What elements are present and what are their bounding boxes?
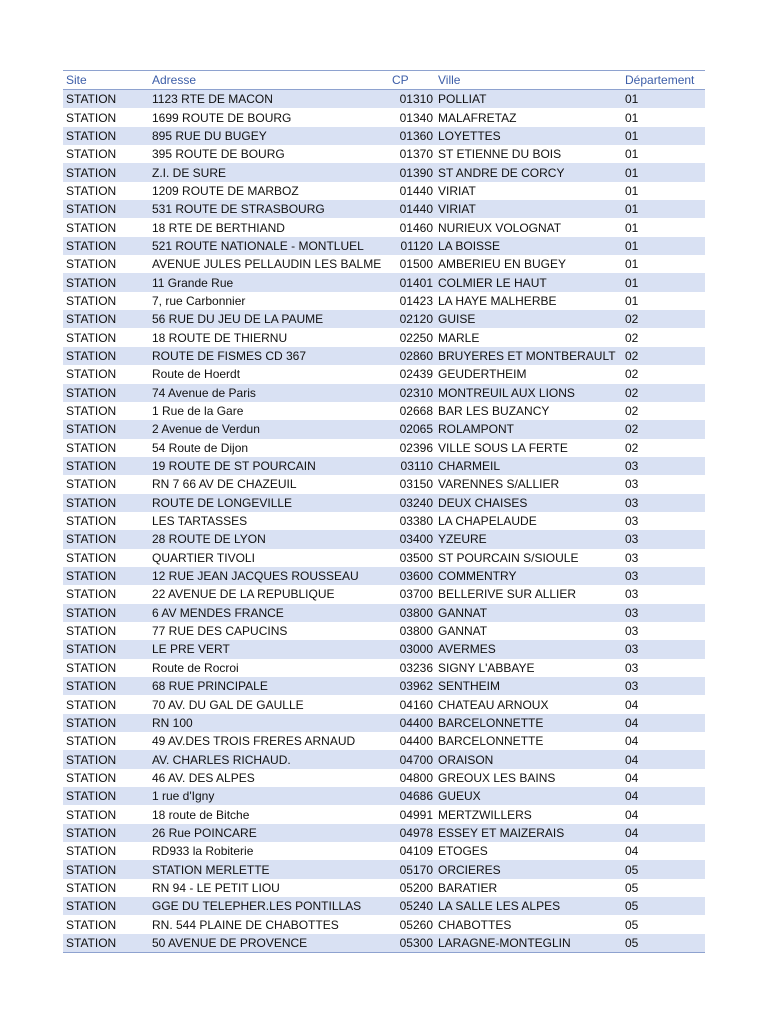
cell-ville: GREOUX LES BAINS bbox=[436, 769, 620, 787]
cell-adresse: 2 Avenue de Verdun bbox=[152, 420, 392, 438]
cell-departement: 04 bbox=[620, 805, 705, 823]
cell-site: STATION bbox=[63, 622, 152, 640]
table-row bbox=[63, 439, 705, 457]
cell-ville: GEUDERTHEIM bbox=[436, 365, 620, 383]
cell-cp: 01401 bbox=[392, 273, 436, 291]
cell-departement: 01 bbox=[620, 127, 705, 145]
table-row bbox=[63, 457, 705, 475]
cell-ville: CHARMEIL bbox=[436, 457, 620, 475]
cell-departement: 03 bbox=[620, 475, 705, 493]
table-row bbox=[63, 787, 705, 805]
cell-site: STATION bbox=[63, 127, 152, 145]
cell-ville: SIGNY L'ABBAYE bbox=[436, 659, 620, 677]
table-row bbox=[63, 915, 705, 933]
cell-cp: 02250 bbox=[392, 328, 436, 346]
cell-site: STATION bbox=[63, 439, 152, 457]
cell-cp: 03962 bbox=[392, 677, 436, 695]
cell-cp: 02120 bbox=[392, 310, 436, 328]
cell-site: STATION bbox=[63, 915, 152, 933]
cell-ville: COLMIER LE HAUT bbox=[436, 273, 620, 291]
cell-ville: VIRIAT bbox=[436, 200, 620, 218]
cell-adresse: 54 Route de Dijon bbox=[152, 439, 392, 457]
cell-ville: VILLE SOUS LA FERTE bbox=[436, 439, 620, 457]
cell-ville: LARAGNE-MONTEGLIN bbox=[436, 934, 620, 953]
cell-adresse: Route de Hoerdt bbox=[152, 365, 392, 383]
cell-cp: 05200 bbox=[392, 879, 436, 897]
header-adresse: Adresse bbox=[152, 71, 392, 90]
cell-adresse: AV. CHARLES RICHAUD. bbox=[152, 750, 392, 768]
table-row bbox=[63, 714, 705, 732]
cell-cp: 03800 bbox=[392, 622, 436, 640]
cell-cp: 01440 bbox=[392, 200, 436, 218]
cell-adresse: RN 7 66 AV DE CHAZEUIL bbox=[152, 475, 392, 493]
table-row bbox=[63, 842, 705, 860]
cell-site: STATION bbox=[63, 842, 152, 860]
cell-ville: GUISE bbox=[436, 310, 620, 328]
cell-departement: 04 bbox=[620, 750, 705, 768]
cell-site: STATION bbox=[63, 182, 152, 200]
cell-cp: 04686 bbox=[392, 787, 436, 805]
cell-departement: 04 bbox=[620, 695, 705, 713]
cell-site: STATION bbox=[63, 145, 152, 163]
cell-ville: DEUX CHAISES bbox=[436, 494, 620, 512]
cell-site: STATION bbox=[63, 805, 152, 823]
cell-adresse: STATION MERLETTE bbox=[152, 860, 392, 878]
table-row bbox=[63, 604, 705, 622]
cell-adresse: ROUTE DE FISMES CD 367 bbox=[152, 347, 392, 365]
cell-ville: ST POURCAIN S/SIOULE bbox=[436, 549, 620, 567]
cell-departement: 01 bbox=[620, 237, 705, 255]
cell-cp: 01310 bbox=[392, 90, 436, 109]
cell-adresse: 26 Rue POINCARE bbox=[152, 824, 392, 842]
cell-adresse: 56 RUE DU JEU DE LA PAUME bbox=[152, 310, 392, 328]
cell-ville: ROLAMPONT bbox=[436, 420, 620, 438]
cell-cp: 02439 bbox=[392, 365, 436, 383]
cell-site: STATION bbox=[63, 365, 152, 383]
cell-cp: 03236 bbox=[392, 659, 436, 677]
cell-departement: 03 bbox=[620, 494, 705, 512]
cell-ville: MARLE bbox=[436, 328, 620, 346]
cell-cp: 04109 bbox=[392, 842, 436, 860]
cell-site: STATION bbox=[63, 604, 152, 622]
cell-cp: 01460 bbox=[392, 218, 436, 236]
cell-departement: 03 bbox=[620, 549, 705, 567]
cell-departement: 02 bbox=[620, 420, 705, 438]
cell-cp: 03000 bbox=[392, 640, 436, 658]
cell-site: STATION bbox=[63, 237, 152, 255]
cell-ville: ORCIERES bbox=[436, 860, 620, 878]
cell-adresse: 77 RUE DES CAPUCINS bbox=[152, 622, 392, 640]
cell-cp: 03700 bbox=[392, 585, 436, 603]
cell-departement: 03 bbox=[620, 622, 705, 640]
table-row bbox=[63, 897, 705, 915]
cell-site: STATION bbox=[63, 292, 152, 310]
cell-cp: 04978 bbox=[392, 824, 436, 842]
cell-adresse: ROUTE DE LONGEVILLE bbox=[152, 494, 392, 512]
cell-ville: ORAISON bbox=[436, 750, 620, 768]
cell-cp: 04160 bbox=[392, 695, 436, 713]
cell-site: STATION bbox=[63, 494, 152, 512]
cell-cp: 03600 bbox=[392, 567, 436, 585]
cell-departement: 03 bbox=[620, 512, 705, 530]
table-row bbox=[63, 127, 705, 145]
table-row bbox=[63, 494, 705, 512]
cell-adresse: LES TARTASSES bbox=[152, 512, 392, 530]
table-row bbox=[63, 218, 705, 236]
cell-cp: 03110 bbox=[392, 457, 436, 475]
cell-site: STATION bbox=[63, 457, 152, 475]
cell-cp: 02396 bbox=[392, 439, 436, 457]
table-row bbox=[63, 805, 705, 823]
cell-departement: 03 bbox=[620, 659, 705, 677]
cell-adresse: 22 AVENUE DE LA REPUBLIQUE bbox=[152, 585, 392, 603]
cell-departement: 04 bbox=[620, 714, 705, 732]
cell-departement: 04 bbox=[620, 787, 705, 805]
cell-adresse: 19 ROUTE DE ST POURCAIN bbox=[152, 457, 392, 475]
header-cp: CP bbox=[392, 71, 436, 90]
cell-departement: 04 bbox=[620, 842, 705, 860]
cell-adresse: 18 route de Bitche bbox=[152, 805, 392, 823]
cell-departement: 03 bbox=[620, 640, 705, 658]
cell-ville: ST ANDRE DE CORCY bbox=[436, 163, 620, 181]
cell-site: STATION bbox=[63, 328, 152, 346]
table-row bbox=[63, 273, 705, 291]
spreadsheet-table-region bbox=[63, 70, 704, 953]
cell-ville: BARCELONNETTE bbox=[436, 732, 620, 750]
cell-site: STATION bbox=[63, 824, 152, 842]
table-row bbox=[63, 824, 705, 842]
table-row bbox=[63, 310, 705, 328]
cell-departement: 01 bbox=[620, 145, 705, 163]
table-row bbox=[63, 402, 705, 420]
cell-departement: 03 bbox=[620, 585, 705, 603]
cell-site: STATION bbox=[63, 879, 152, 897]
cell-departement: 01 bbox=[620, 108, 705, 126]
cell-departement: 01 bbox=[620, 255, 705, 273]
cell-adresse: 12 RUE JEAN JACQUES ROUSSEAU bbox=[152, 567, 392, 585]
table-row bbox=[63, 677, 705, 695]
cell-adresse: 521 ROUTE NATIONALE - MONTLUEL bbox=[152, 237, 392, 255]
cell-adresse: 6 AV MENDES FRANCE bbox=[152, 604, 392, 622]
table-row bbox=[63, 750, 705, 768]
cell-ville: SENTHEIM bbox=[436, 677, 620, 695]
cell-adresse: 74 Avenue de Paris bbox=[152, 384, 392, 402]
table-row bbox=[63, 475, 705, 493]
cell-ville: AMBERIEU EN BUGEY bbox=[436, 255, 620, 273]
cell-cp: 02065 bbox=[392, 420, 436, 438]
table-row bbox=[63, 163, 705, 181]
table-row bbox=[63, 512, 705, 530]
cell-ville: AVERMES bbox=[436, 640, 620, 658]
table-row bbox=[63, 732, 705, 750]
cell-departement: 01 bbox=[620, 200, 705, 218]
cell-adresse: RN 94 - LE PETIT LIOU bbox=[152, 879, 392, 897]
cell-ville: GANNAT bbox=[436, 604, 620, 622]
cell-adresse: 1 Rue de la Gare bbox=[152, 402, 392, 420]
cell-adresse: LE PRE VERT bbox=[152, 640, 392, 658]
table-row bbox=[63, 585, 705, 603]
cell-adresse: RN 100 bbox=[152, 714, 392, 732]
cell-site: STATION bbox=[63, 475, 152, 493]
cell-ville: LA HAYE MALHERBE bbox=[436, 292, 620, 310]
cell-site: STATION bbox=[63, 218, 152, 236]
cell-adresse: 18 RTE DE BERTHIAND bbox=[152, 218, 392, 236]
cell-cp: 04400 bbox=[392, 714, 436, 732]
cell-site: STATION bbox=[63, 108, 152, 126]
cell-departement: 01 bbox=[620, 292, 705, 310]
cell-departement: 01 bbox=[620, 90, 705, 109]
table-body bbox=[63, 90, 705, 953]
cell-adresse: 395 ROUTE DE BOURG bbox=[152, 145, 392, 163]
cell-site: STATION bbox=[63, 420, 152, 438]
cell-site: STATION bbox=[63, 384, 152, 402]
table-row bbox=[63, 200, 705, 218]
table-row bbox=[63, 237, 705, 255]
cell-departement: 02 bbox=[620, 402, 705, 420]
cell-cp: 01370 bbox=[392, 145, 436, 163]
cell-adresse: 18 ROUTE DE THIERNU bbox=[152, 328, 392, 346]
cell-departement: 01 bbox=[620, 218, 705, 236]
cell-ville: ST ETIENNE DU BOIS bbox=[436, 145, 620, 163]
cell-cp: 01360 bbox=[392, 127, 436, 145]
cell-departement: 04 bbox=[620, 769, 705, 787]
cell-ville: MALAFRETAZ bbox=[436, 108, 620, 126]
table-row bbox=[63, 420, 705, 438]
cell-adresse: 895 RUE DU BUGEY bbox=[152, 127, 392, 145]
cell-departement: 05 bbox=[620, 915, 705, 933]
cell-cp: 01440 bbox=[392, 182, 436, 200]
cell-cp: 04700 bbox=[392, 750, 436, 768]
cell-cp: 01423 bbox=[392, 292, 436, 310]
cell-ville: BARATIER bbox=[436, 879, 620, 897]
cell-site: STATION bbox=[63, 860, 152, 878]
cell-ville: CHATEAU ARNOUX bbox=[436, 695, 620, 713]
cell-departement: 04 bbox=[620, 732, 705, 750]
table-row bbox=[63, 934, 705, 953]
cell-ville: MONTREUIL AUX LIONS bbox=[436, 384, 620, 402]
table-row bbox=[63, 255, 705, 273]
cell-site: STATION bbox=[63, 163, 152, 181]
cell-site: STATION bbox=[63, 714, 152, 732]
table-row bbox=[63, 769, 705, 787]
cell-ville: BAR LES BUZANCY bbox=[436, 402, 620, 420]
cell-ville: ESSEY ET MAIZERAIS bbox=[436, 824, 620, 842]
cell-adresse: 11 Grande Rue bbox=[152, 273, 392, 291]
table-row bbox=[63, 328, 705, 346]
cell-adresse: 50 AVENUE DE PROVENCE bbox=[152, 934, 392, 953]
cell-departement: 05 bbox=[620, 879, 705, 897]
cell-cp: 04800 bbox=[392, 769, 436, 787]
cell-adresse: 28 ROUTE DE LYON bbox=[152, 530, 392, 548]
cell-cp: 01120 bbox=[392, 237, 436, 255]
cell-departement: 01 bbox=[620, 273, 705, 291]
cell-adresse: 1699 ROUTE DE BOURG bbox=[152, 108, 392, 126]
cell-adresse: GGE DU TELEPHER.LES PONTILLAS bbox=[152, 897, 392, 915]
cell-cp: 02310 bbox=[392, 384, 436, 402]
cell-departement: 02 bbox=[620, 384, 705, 402]
cell-adresse: QUARTIER TIVOLI bbox=[152, 549, 392, 567]
cell-cp: 01500 bbox=[392, 255, 436, 273]
header-ville: Ville bbox=[436, 71, 620, 90]
cell-ville: VIRIAT bbox=[436, 182, 620, 200]
cell-cp: 01390 bbox=[392, 163, 436, 181]
cell-ville: COMMENTRY bbox=[436, 567, 620, 585]
cell-departement: 03 bbox=[620, 457, 705, 475]
cell-cp: 05240 bbox=[392, 897, 436, 915]
cell-departement: 03 bbox=[620, 604, 705, 622]
table-row bbox=[63, 90, 705, 109]
cell-adresse: 68 RUE PRINCIPALE bbox=[152, 677, 392, 695]
cell-cp: 05300 bbox=[392, 934, 436, 953]
cell-cp: 03800 bbox=[392, 604, 436, 622]
cell-ville: BRUYERES ET MONTBERAULT bbox=[436, 347, 620, 365]
table-row bbox=[63, 659, 705, 677]
cell-site: STATION bbox=[63, 934, 152, 953]
cell-site: STATION bbox=[63, 530, 152, 548]
cell-departement: 02 bbox=[620, 310, 705, 328]
cell-site: STATION bbox=[63, 310, 152, 328]
table-row bbox=[63, 384, 705, 402]
cell-cp: 03400 bbox=[392, 530, 436, 548]
cell-site: STATION bbox=[63, 255, 152, 273]
cell-adresse: 531 ROUTE DE STRASBOURG bbox=[152, 200, 392, 218]
table-row bbox=[63, 365, 705, 383]
cell-ville: POLLIAT bbox=[436, 90, 620, 109]
cell-adresse: AVENUE JULES PELLAUDIN LES BALME bbox=[152, 255, 392, 273]
cell-departement: 05 bbox=[620, 860, 705, 878]
cell-ville: LA SALLE LES ALPES bbox=[436, 897, 620, 915]
table-row bbox=[63, 879, 705, 897]
table-row bbox=[63, 530, 705, 548]
cell-cp: 04991 bbox=[392, 805, 436, 823]
cell-site: STATION bbox=[63, 695, 152, 713]
cell-ville: LA CHAPELAUDE bbox=[436, 512, 620, 530]
cell-departement: 03 bbox=[620, 530, 705, 548]
cell-departement: 05 bbox=[620, 897, 705, 915]
table-row bbox=[63, 108, 705, 126]
cell-site: STATION bbox=[63, 567, 152, 585]
cell-adresse: 49 AV.DES TROIS FRERES ARNAUD bbox=[152, 732, 392, 750]
cell-ville: GANNAT bbox=[436, 622, 620, 640]
header-row bbox=[63, 71, 705, 90]
cell-adresse: 1123 RTE DE MACON bbox=[152, 90, 392, 109]
cell-adresse: 1209 ROUTE DE MARBOZ bbox=[152, 182, 392, 200]
cell-adresse: 70 AV. DU GAL DE GAULLE bbox=[152, 695, 392, 713]
cell-site: STATION bbox=[63, 677, 152, 695]
cell-cp: 05260 bbox=[392, 915, 436, 933]
cell-ville: GUEUX bbox=[436, 787, 620, 805]
cell-site: STATION bbox=[63, 897, 152, 915]
table-row bbox=[63, 347, 705, 365]
cell-ville: LA BOISSE bbox=[436, 237, 620, 255]
cell-cp: 03150 bbox=[392, 475, 436, 493]
table-row bbox=[63, 860, 705, 878]
table-row bbox=[63, 145, 705, 163]
cell-departement: 01 bbox=[620, 163, 705, 181]
cell-site: STATION bbox=[63, 750, 152, 768]
cell-ville: LOYETTES bbox=[436, 127, 620, 145]
cell-departement: 02 bbox=[620, 439, 705, 457]
cell-cp: 05170 bbox=[392, 860, 436, 878]
cell-adresse: 7, rue Carbonnier bbox=[152, 292, 392, 310]
cell-departement: 03 bbox=[620, 567, 705, 585]
cell-cp: 03240 bbox=[392, 494, 436, 512]
cell-site: STATION bbox=[63, 273, 152, 291]
cell-ville: YZEURE bbox=[436, 530, 620, 548]
cell-departement: 05 bbox=[620, 934, 705, 953]
cell-site: STATION bbox=[63, 787, 152, 805]
cell-site: STATION bbox=[63, 549, 152, 567]
cell-site: STATION bbox=[63, 512, 152, 530]
cell-site: STATION bbox=[63, 659, 152, 677]
cell-site: STATION bbox=[63, 585, 152, 603]
cell-ville: VARENNES S/ALLIER bbox=[436, 475, 620, 493]
cell-ville: NURIEUX VOLOGNAT bbox=[436, 218, 620, 236]
cell-departement: 02 bbox=[620, 347, 705, 365]
cell-cp: 04400 bbox=[392, 732, 436, 750]
cell-departement: 03 bbox=[620, 677, 705, 695]
cell-adresse: RN. 544 PLAINE DE CHABOTTES bbox=[152, 915, 392, 933]
table-row bbox=[63, 549, 705, 567]
cell-site: STATION bbox=[63, 732, 152, 750]
cell-ville: MERTZWILLERS bbox=[436, 805, 620, 823]
cell-site: STATION bbox=[63, 347, 152, 365]
cell-cp: 02860 bbox=[392, 347, 436, 365]
cell-departement: 04 bbox=[620, 824, 705, 842]
cell-ville: BELLERIVE SUR ALLIER bbox=[436, 585, 620, 603]
cell-cp: 02668 bbox=[392, 402, 436, 420]
cell-cp: 03500 bbox=[392, 549, 436, 567]
cell-departement: 02 bbox=[620, 365, 705, 383]
cell-site: STATION bbox=[63, 402, 152, 420]
cell-cp: 03380 bbox=[392, 512, 436, 530]
table-row bbox=[63, 567, 705, 585]
cell-ville: BARCELONNETTE bbox=[436, 714, 620, 732]
cell-adresse: Route de Rocroi bbox=[152, 659, 392, 677]
cell-ville: ETOGES bbox=[436, 842, 620, 860]
cell-ville: CHABOTTES bbox=[436, 915, 620, 933]
table-row bbox=[63, 695, 705, 713]
header-departement: Département bbox=[620, 71, 705, 90]
cell-adresse: Z.I. DE SURE bbox=[152, 163, 392, 181]
cell-site: STATION bbox=[63, 90, 152, 109]
cell-site: STATION bbox=[63, 200, 152, 218]
cell-cp: 01340 bbox=[392, 108, 436, 126]
cell-site: STATION bbox=[63, 640, 152, 658]
stations-table bbox=[63, 70, 705, 953]
table-row bbox=[63, 182, 705, 200]
cell-adresse: 1 rue d'Igny bbox=[152, 787, 392, 805]
cell-adresse: 46 AV. DES ALPES bbox=[152, 769, 392, 787]
header-site: Site bbox=[63, 71, 152, 90]
cell-departement: 01 bbox=[620, 182, 705, 200]
cell-departement: 02 bbox=[620, 328, 705, 346]
cell-site: STATION bbox=[63, 769, 152, 787]
table-row bbox=[63, 622, 705, 640]
cell-adresse: RD933 la Robiterie bbox=[152, 842, 392, 860]
table-row bbox=[63, 640, 705, 658]
table-row bbox=[63, 292, 705, 310]
